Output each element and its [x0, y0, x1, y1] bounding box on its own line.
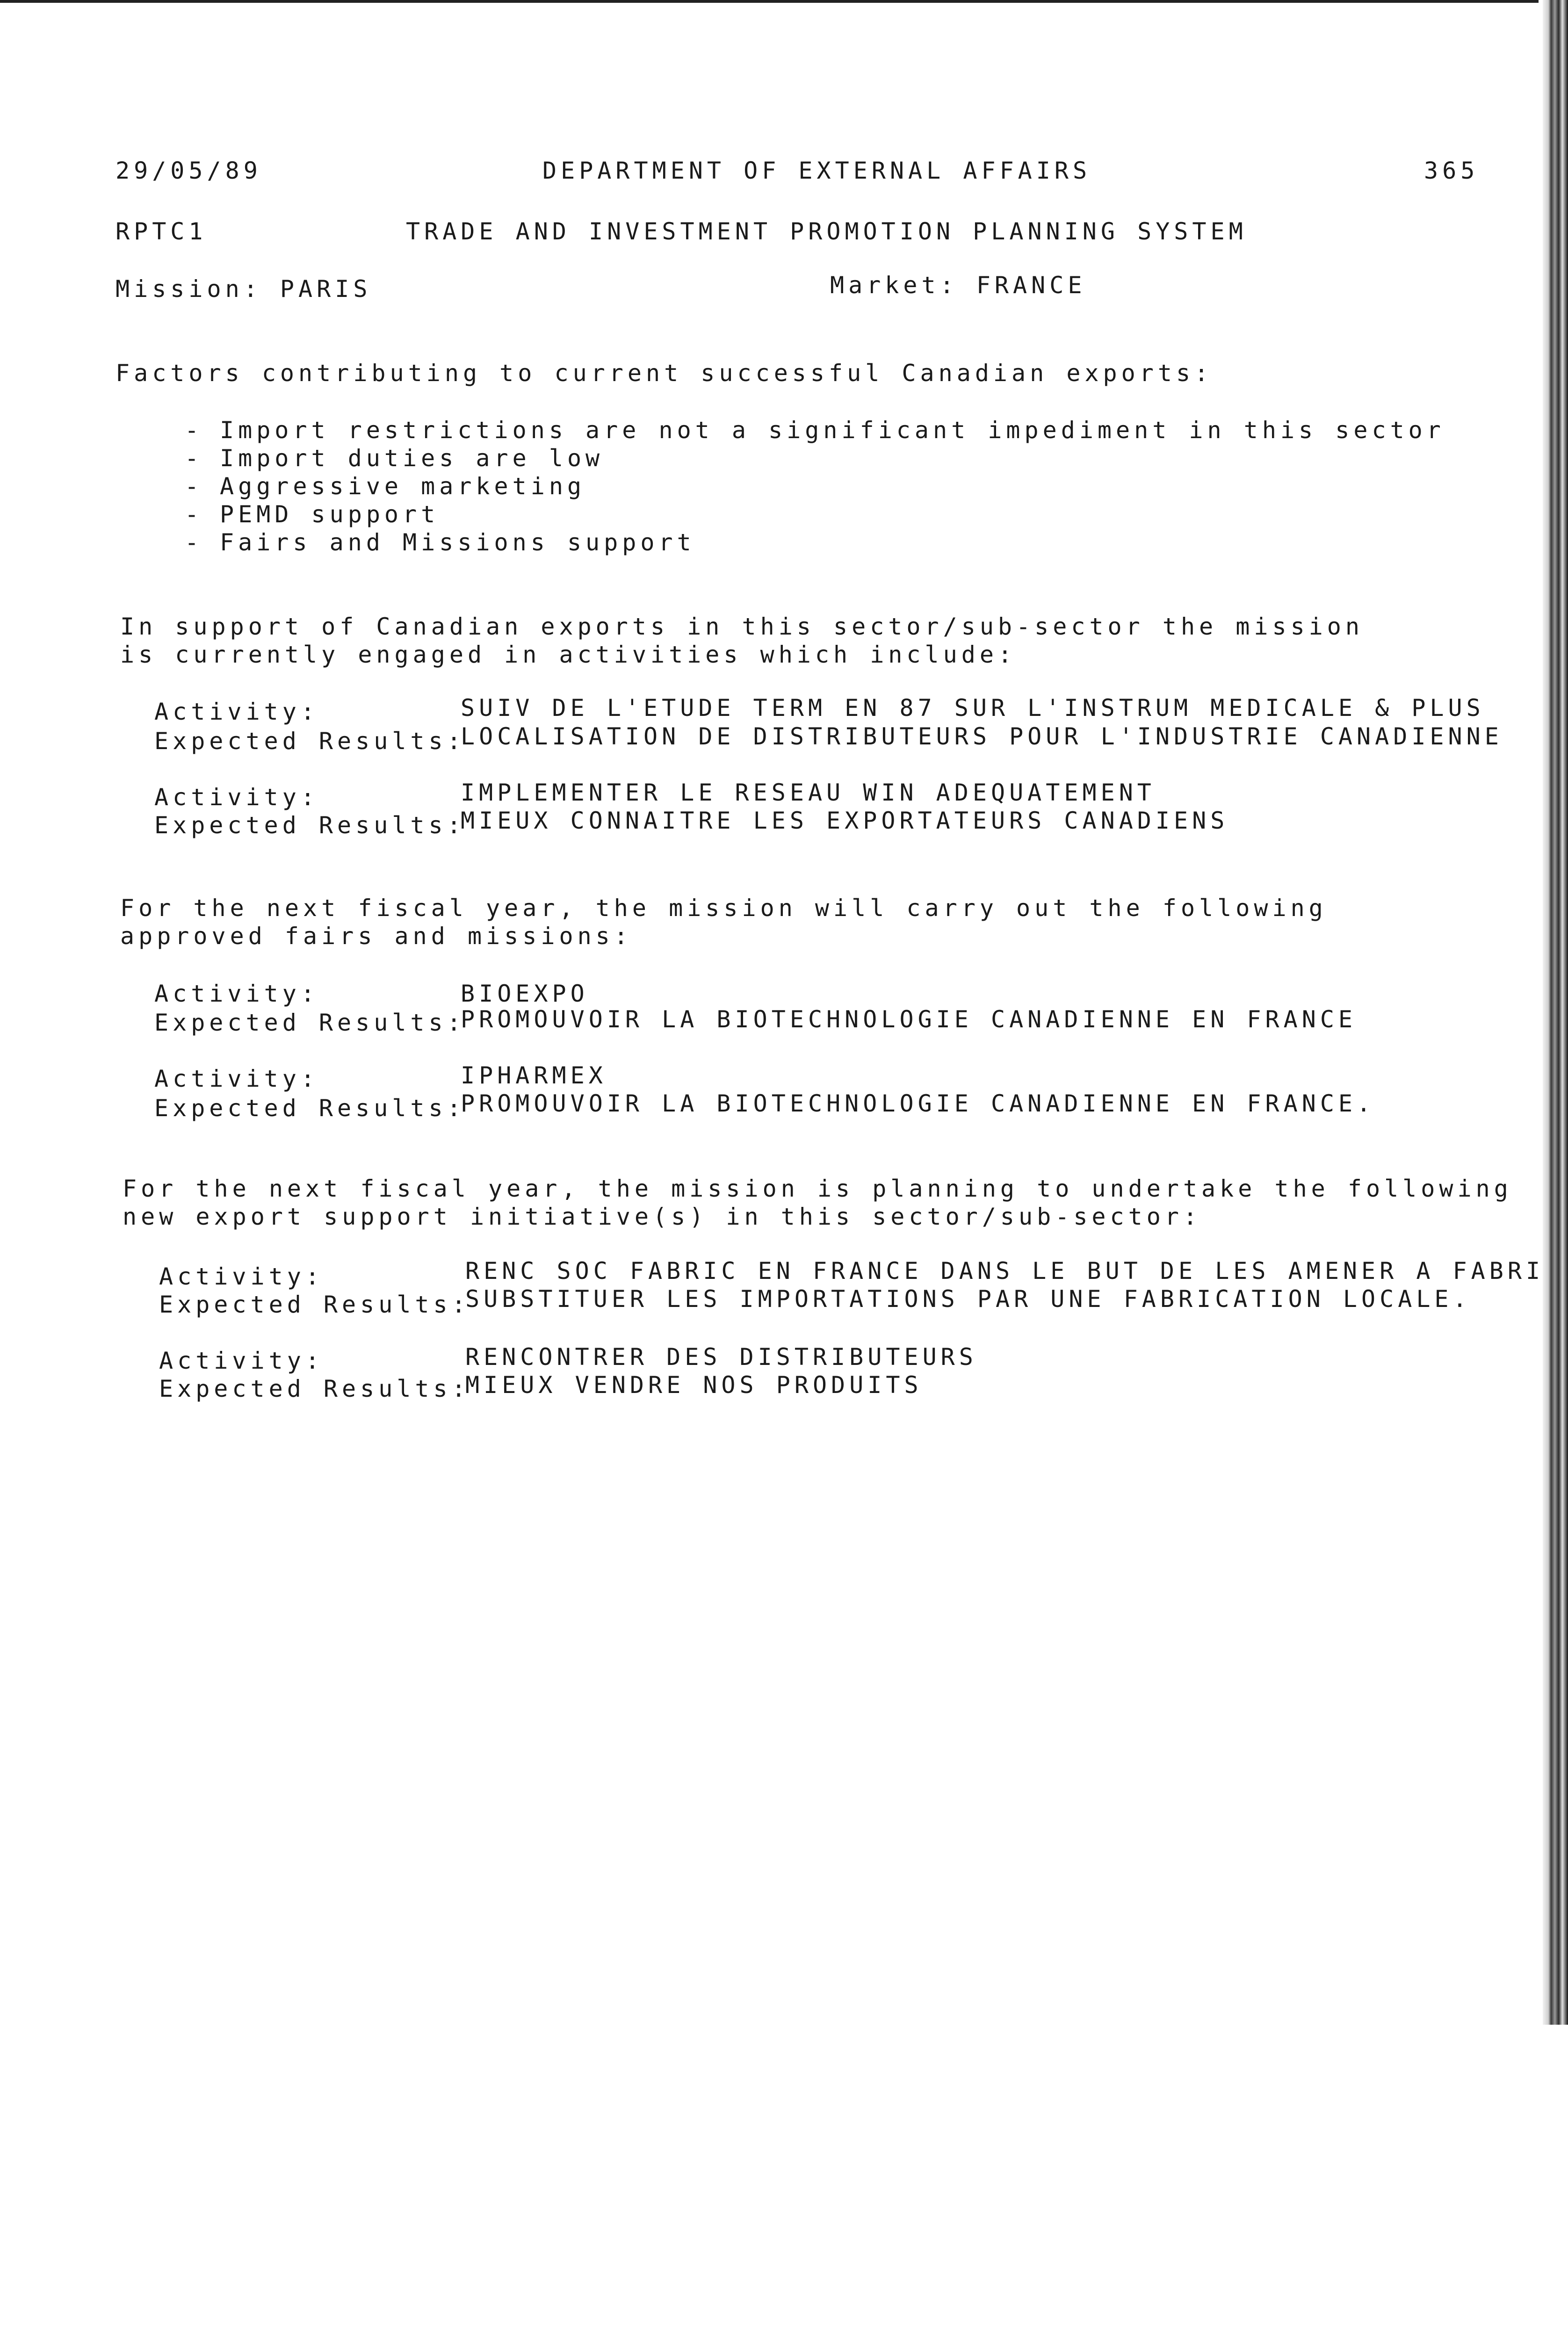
- expected-results-label: Expected Results:: [159, 1291, 470, 1318]
- factor-text: Import restrictions are not a significant impediment in this sector: [220, 417, 1445, 444]
- bullet-dash: -: [185, 501, 203, 528]
- factor-text: Import duties are low: [220, 445, 604, 472]
- activity-label: Activity:: [154, 980, 319, 1007]
- report-date: 29/05/89: [116, 157, 262, 184]
- fairs-missions-intro-line2: approved fairs and missions:: [120, 923, 632, 950]
- page-binding-edge: [1543, 0, 1568, 2025]
- current-activities-intro-line1: In support of Canadian exports in this sector/sub-sector the mission: [120, 613, 1364, 640]
- expected-results-label: Expected Results:: [159, 1375, 470, 1402]
- activity-value: BIOEXPO: [461, 980, 589, 1007]
- expected-results-label: Expected Results:: [154, 1009, 465, 1036]
- system-title: TRADE AND INVESTMENT PROMOTION PLANNING SYSTEM: [406, 218, 1247, 245]
- bullet-dash: -: [185, 473, 203, 500]
- expected-results-label: Expected Results:: [154, 1095, 465, 1122]
- page-number: 365: [1424, 157, 1479, 184]
- activity-label: Activity:: [154, 784, 319, 811]
- expected-results-value: MIEUX VENDRE NOS PRODUITS: [465, 1371, 923, 1399]
- bullet-dash: -: [185, 529, 203, 556]
- activity-label: Activity:: [154, 1065, 319, 1092]
- activity-value: IPHARMEX: [461, 1062, 607, 1089]
- expected-results-value: PROMOUVOIR LA BIOTECHNOLOGIE CANADIENNE EN FRANCE: [461, 1006, 1357, 1033]
- activity-label: Activity:: [159, 1263, 324, 1290]
- department-title: DEPARTMENT OF EXTERNAL AFFAIRS: [542, 157, 1091, 184]
- expected-results-value: PROMOUVOIR LA BIOTECHNOLOGIE CANADIENNE EN FRANCE.: [461, 1090, 1375, 1117]
- activity-value: RENCONTRER DES DISTRIBUTEURS: [465, 1343, 977, 1371]
- expected-results-value: LOCALISATION DE DISTRIBUTEURS POUR L'INDUSTRIE CANADIENNE: [461, 723, 1503, 750]
- current-activities-intro-line2: is currently engaged in activities which include:: [120, 641, 1017, 668]
- factor-text: PEMD support: [220, 501, 440, 528]
- activity-label: Activity:: [159, 1347, 324, 1374]
- market-label: Market: FRANCE: [830, 272, 1086, 299]
- expected-results-label: Expected Results:: [154, 728, 465, 755]
- bullet-dash: -: [185, 445, 203, 472]
- report-code: RPTC1: [116, 218, 207, 245]
- factors-heading: Factors contributing to current successful Canadian exports:: [116, 360, 1213, 387]
- new-initiatives-intro-line1: For the next fiscal year, the mission is planning to undertake the following: [123, 1175, 1512, 1202]
- mission-label: Mission: PARIS: [116, 275, 372, 303]
- factor-text: Fairs and Missions support: [220, 529, 695, 556]
- expected-results-value: SUBSTITUER LES IMPORTATIONS PAR UNE FABRICATION LOCALE.: [465, 1285, 1471, 1313]
- bullet-dash: -: [185, 417, 203, 444]
- activity-value: SUIV DE L'ETUDE TERM EN 87 SUR L'INSTRUM MEDICALE & PLUS: [461, 694, 1485, 722]
- expected-results-label: Expected Results:: [154, 812, 465, 839]
- fairs-missions-intro-line1: For the next fiscal year, the mission will carry out the following: [120, 895, 1327, 922]
- activity-value: RENC SOC FABRIC EN FRANCE DANS LE BUT DE LES AMENER A FABRI: [465, 1257, 1545, 1284]
- factor-text: Aggressive marketing: [220, 473, 586, 500]
- activity-label: Activity:: [154, 698, 319, 725]
- new-initiatives-intro-line2: new export support initiative(s) in this sector/sub-sector:: [123, 1203, 1202, 1230]
- activity-value: IMPLEMENTER LE RESEAU WIN ADEQUATEMENT: [461, 779, 1156, 806]
- expected-results-value: MIEUX CONNAITRE LES EXPORTATEURS CANADIENS: [461, 807, 1229, 834]
